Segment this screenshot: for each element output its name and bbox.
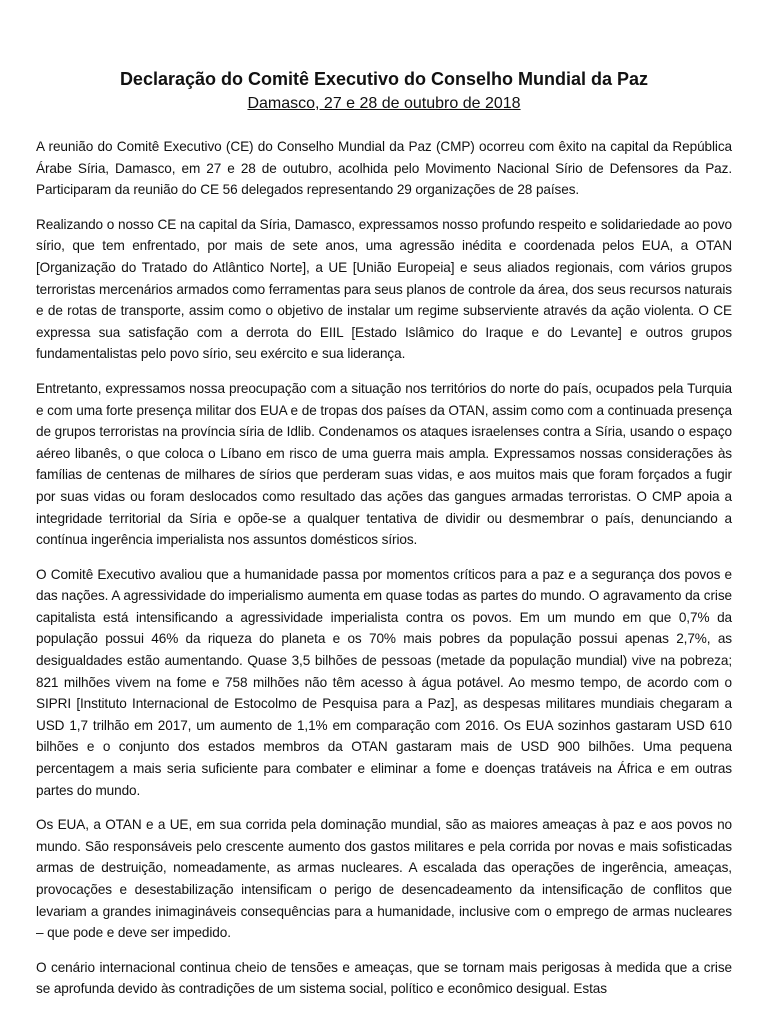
- paragraph-2: Realizando o nosso CE na capital da Síria, Damasco, expressamos nosso profundo respeito e solidariedade ao povo sírio, que tem enfrentado, por mais de sete anos, uma agressão inédita e coordenada pelos EUA, a OTAN [Organização do Tratado do Atlântico Norte], a UE [União Europeia] e seus aliados regionais, com vários grupos terroristas mercenários armados como ferramentas para seus planos de controle da área, dos seus recursos naturais e de rotas de transporte, assim como o objetivo de instalar um regime subserviente através da ação violenta. O CE expressa sua satisfação com a derrota do EIIL [Estado Islâmico do Iraque e do Levante] e outros grupos fundamentalistas pelo povo sírio, seu exército e sua liderança.: [36, 216, 732, 362]
- paragraph-3: Entretanto, expressamos nossa preocupação com a situação nos territórios do norte do país, ocupados pela Turquia e com uma forte presença militar dos EUA e de tropas dos países da OTAN, assim como com a continuada presença de grupos terroristas na província síria de Idlib. Condenamos os ataques israelenses contra a Síria, usando o espaço aéreo libanês, o que coloca o Líbano em risco de uma guerra mais ampla. Expressamos nossas considerações às famílias de centenas de milhares de sírios que perderam suas vidas, e aos muitos mais que foram forçados a fugir por suas vidas ou foram deslocados como resultado das ações das gangues armadas terroristas. O CMP apoia a integridade territorial da Síria e opõe-se a qualquer tentativa de dividir ou desmembrar o país, denunciando a contínua ingerência imperialista nos assuntos domésticos sírios.: [36, 380, 732, 548]
- paragraph-6: O cenário internacional continua cheio de tensões e ameaças, que se tornam mais perigosas à medida que a crise se aprofunda devido às contradições de um sistema social, político e econômico desigual. Estas: [36, 959, 732, 997]
- document-title: Declaração do Comitê Executivo do Conselho Mundial da Paz: [119, 69, 649, 89]
- paragraph-4: O Comitê Executivo avaliou que a humanidade passa por momentos críticos para a paz e a segurança dos povos e das nações. A agressividade do imperialismo aumenta em quase todas as partes do mundo. O agravamento da crise capitalista está intensificando a agressividade imperialista contra os povos. Em um mundo em que 0,7% da população possui 46% da riqueza do planeta e os 70% mais pobres da população possui apenas 2,7%, as desigualdades estão aumentando. Quase 3,5 bilhões de pessoas (metade da população mundial) vive na pobreza; 821 milhões vivem na fome e 758 milhões não têm acesso à água potável. Ao mesmo tempo, de acordo com o SIPRI [Instituto Internacional de Estocolmo de Pesquisa para a Paz], as despesas militares mundiais chegaram a USD 1,7 trilhão em 2017, um aumento de 1,1% em comparação com 2016. Os EUA sozinhos gastaram USD 610 bilhões e o conjunto dos estados membros da OTAN gastaram mais de USD 900 bilhões. Uma pequena percentagem a mais seria suficiente para combater e eliminar a fome e doenças tratáveis na África e em outras partes do mundo.: [36, 566, 732, 798]
- document-subtitle: Damasco, 27 e 28 de outubro de 2018: [247, 95, 521, 112]
- paragraph-1: A reunião do Comitê Executivo (CE) do Conselho Mundial da Paz (CMP) ocorreu com êxito na capital da República Árabe Síria, Damasco, em 27 e 28 de outubro, acolhida pelo Movimento Nacional Sírio de Defensores da Paz. Participaram da reunião do CE 56 delegados representando 29 organizações de 28 países.: [36, 139, 732, 198]
- paragraph-5: Os EUA, a OTAN e a UE, em sua corrida pela dominação mundial, são as maiores ameaças à paz e aos povos no mundo. São responsáveis pelo crescente aumento dos gastos militares e pela corrida por novas e mais sofisticadas armas de destruição, nomeadamente, as armas nucleares. A escalada das operações de ingerência, ameaças, provocações e desestabilização intensificam o perigo de desencadeamento da intensificação de conflitos que levariam a grandes inimagináveis consequências para a humanidade, inclusive com o emprego de armas nucleares – que pode e deve ser impedido.: [36, 817, 732, 941]
